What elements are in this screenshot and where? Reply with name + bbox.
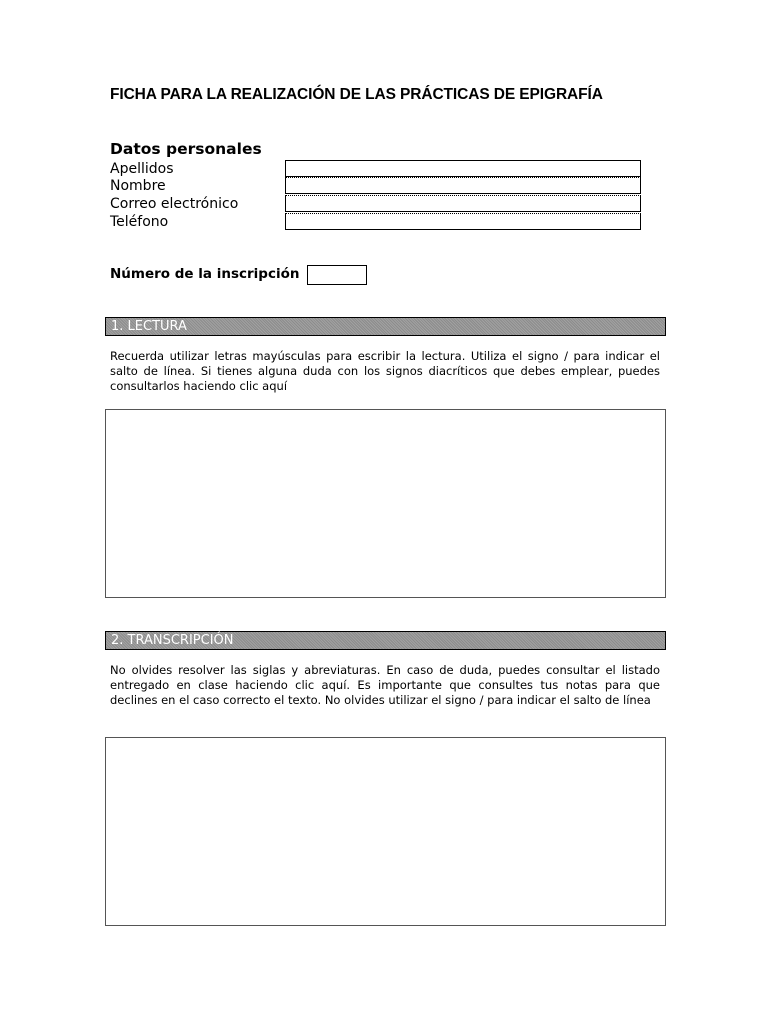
correo-input[interactable] (285, 195, 641, 212)
lectura-instructions: Recuerda utilizar letras mayúsculas para escribir la lectura. Utiliza el signo / para indicar el salto de línea. Si tienes alguna duda con los signos diacríticos que debes emplear, puedes consultarlos haciendo clic aquí (110, 349, 660, 393)
document-title: FICHA PARA LA REALIZACIÓN DE LAS PRÁCTICAS DE EPIGRAFÍA (110, 86, 603, 103)
telefono-input[interactable] (285, 213, 641, 230)
personal-data-heading: Datos personales (110, 140, 262, 158)
lectura-answer-box[interactable] (105, 409, 666, 598)
transcripcion-answer-box[interactable] (105, 737, 666, 926)
inscripcion-label: Número de la inscripción (110, 266, 300, 282)
apellidos-label: Apellidos (110, 161, 174, 177)
section-lectura-title: 1. LECTURA (111, 319, 187, 334)
section-lectura-header (105, 317, 666, 336)
apellidos-input[interactable] (285, 160, 641, 177)
telefono-label: Teléfono (110, 214, 169, 230)
section-transcripcion-header (105, 631, 666, 650)
inscripcion-input[interactable] (307, 265, 367, 285)
nombre-input[interactable] (285, 177, 641, 194)
correo-label: Correo electrónico (110, 196, 239, 212)
transcripcion-instructions: No olvides resolver las siglas y abreviaturas. En caso de duda, puedes consultar el listado entregado en clase haciendo clic aquí. Es importante que consultes tus notas para que declines en el caso correcto el texto. No olvides utilizar el signo / para indicar el salto de línea (110, 663, 660, 707)
nombre-label: Nombre (110, 178, 166, 194)
section-transcripcion-title: 2. TRANSCRIPCIÓN (111, 633, 234, 648)
